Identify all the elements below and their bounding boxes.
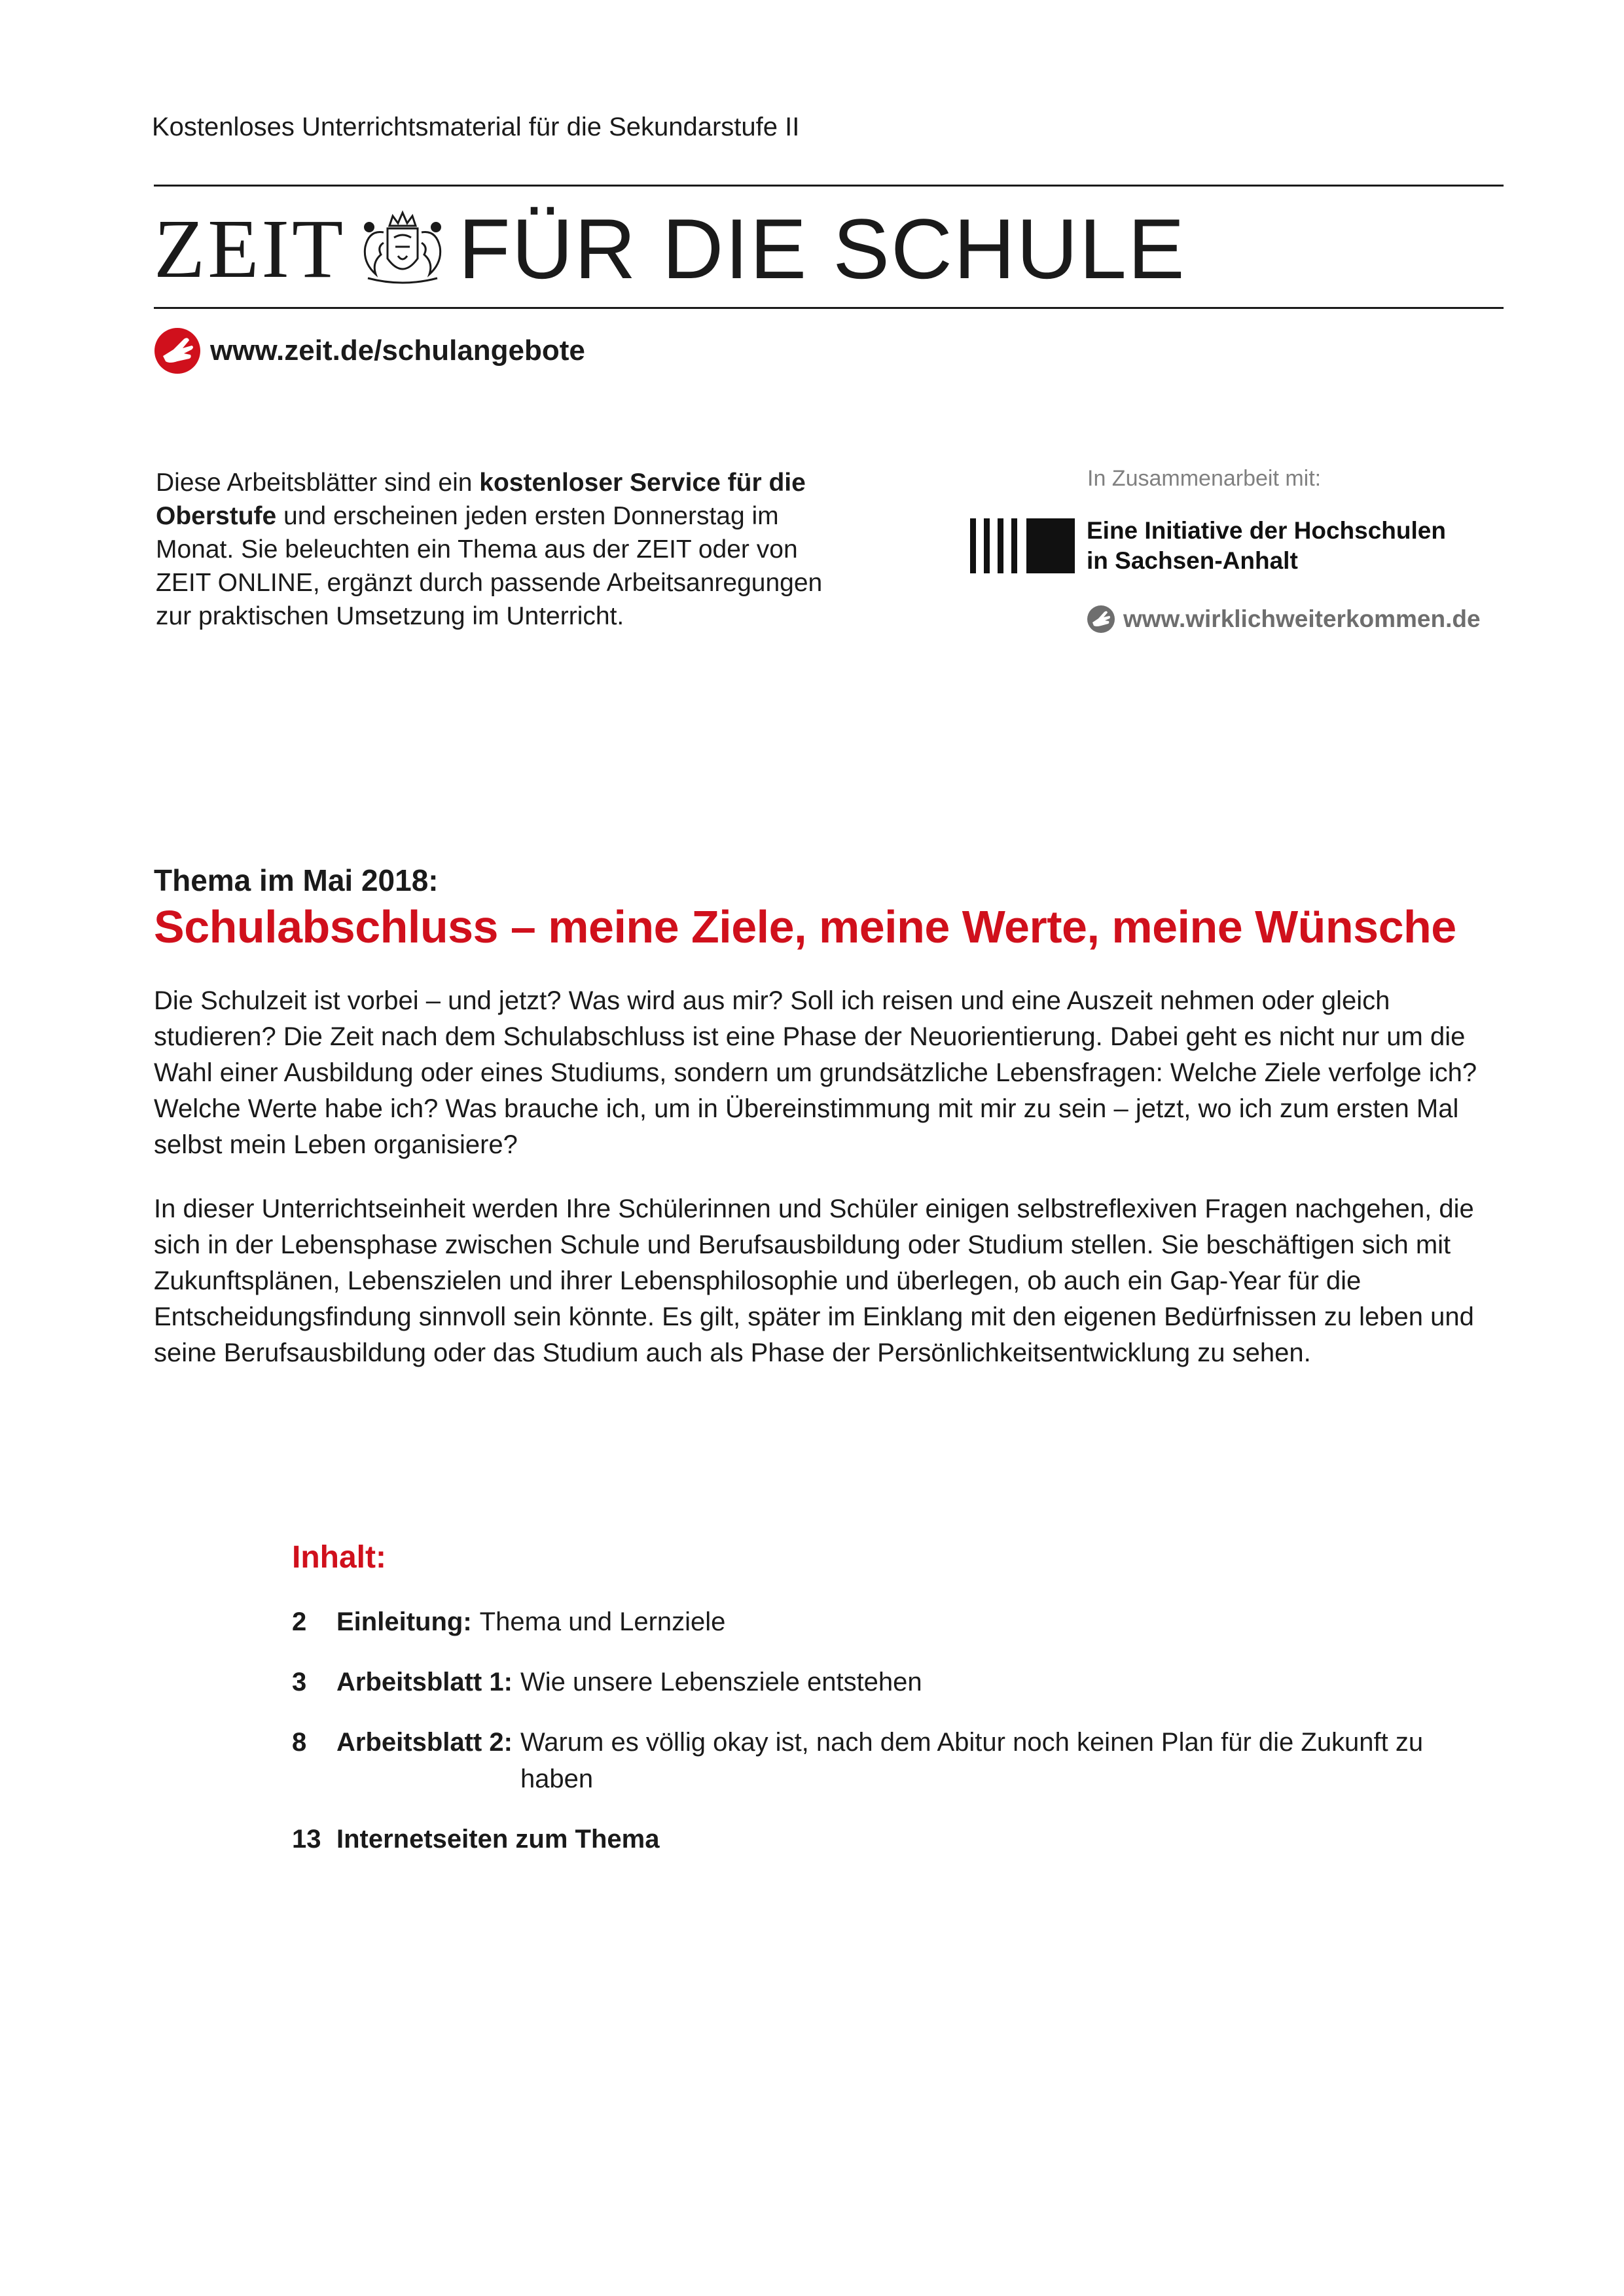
toc-label: Internetseiten zum Thema [336, 1825, 660, 1854]
masthead-divider [154, 307, 1504, 309]
pointing-hand-icon [1087, 605, 1115, 634]
body-paragraph-1: Die Schulzeit ist vorbei – und jetzt? Was wird aus mir? Soll ich reisen und eine Auszeit nehmen oder gleich studieren? Die Zeit nach dem Schulabschluss ist eine Phase der Neuorientierung. Dabei geht es nicht nur um die Wahl einer Ausbildung oder eines Studiums, sondern um grundsätzliche Lebensfragen: Welche Ziele verfolge ich? Welche Werte habe ich? Was brauche ich, um in Übereinstimmung mit mir zu sein – jetzt, wo ich zum ersten Mal selbst mein Leben organisiere? [154, 986, 1477, 1159]
toc-desc: Thema und Lernziele [479, 1607, 726, 1636]
toc-page: 2 [292, 1607, 307, 1636]
cooperation-logo [970, 516, 1446, 576]
cooperation-url[interactable]: www.wirklichweiterkommen.de [1123, 605, 1481, 632]
toc-label: Einleitung: [336, 1607, 472, 1636]
table-of-contents [292, 1604, 1523, 1881]
coat-of-arms-icon [353, 206, 452, 291]
toc-item[interactable] [292, 1604, 1523, 1640]
schulangebote-link[interactable] [154, 327, 585, 374]
toc-desc: Warum es völlig okay ist, nach dem Abitur noch keinen Plan für die Zukunft zu haben [520, 1728, 1424, 1793]
top-divider [154, 185, 1504, 187]
intro-bold: kostenloser Service für die Oberstufe [156, 469, 806, 530]
cooperation-link[interactable] [1087, 605, 1481, 634]
topic-kicker: Thema im Mai 2018: [154, 863, 439, 897]
toc-item[interactable] [292, 1821, 1523, 1857]
intro-part1: Diese Arbeitsblätter sind ein [156, 469, 480, 497]
cooperation-name-line1: Eine Initiative der Hochschulen [1087, 517, 1446, 544]
masthead [154, 196, 1186, 301]
body-paragraph-2: In dieser Unterrichtseinheit werden Ihre Schülerinnen und Schüler einigen selbstreflexiven Fragen nachgehen, die sich in der Lebensphase zwischen Schule und Berufsausbildung oder Studium stellen. Sie beschäftigen sich mit Zukunftsplänen, Lebenszielen und ihrer Lebensphilosophie und überlegen, ob auch ein Gap-Year für die Entscheidungsfindung sinnvoll sein könnte. Es gilt, später im Einklang mit den eigenen Bedürfnissen zu leben und seine Berufsausbildung oder das Studium auch als Phase der Persönlichkeitsentwicklung zu sehen. [154, 1194, 1474, 1367]
toc-page: 8 [292, 1728, 307, 1757]
toc-label: Arbeitsblatt 1: [336, 1668, 513, 1696]
toc-page: 13 [292, 1825, 321, 1854]
toc-item[interactable] [292, 1724, 1523, 1797]
cooperation-name-line2: in Sachsen-Anhalt [1087, 547, 1298, 574]
cooperation-label: In Zusammenarbeit mit: [1087, 466, 1322, 491]
pointing-hand-icon [154, 327, 201, 374]
topic-title: Schulabschluss – meine Ziele, meine Werte, meine Wünsche [154, 901, 1456, 952]
toc-desc: Wie unsere Lebensziele entstehen [520, 1668, 922, 1696]
brand-word: ZEIT [154, 202, 346, 295]
schulangebote-url[interactable]: www.zeit.de/schulangebote [210, 334, 585, 367]
toc-item[interactable] [292, 1664, 1523, 1700]
intro-text [156, 466, 823, 633]
toc-label: Arbeitsblatt 2: [336, 1728, 513, 1757]
toc-page: 3 [292, 1668, 307, 1696]
barcode-logo-icon [970, 518, 1075, 573]
toc-heading: Inhalt: [292, 1540, 386, 1575]
top-note: Kostenloses Unterrichtsmaterial für die Sekundarstufe II [152, 113, 800, 141]
intro-part2: und erscheinen jeden ersten Donnerstag im Monat. Sie beleuchten ein Thema aus der ZEIT oder von ZEIT ONLINE, ergänzt durch passende Arbeitsanregungen zur praktischen Umsetzung im Unterricht. [156, 502, 823, 630]
brand-suffix: FÜR DIE SCHULE [458, 201, 1186, 296]
